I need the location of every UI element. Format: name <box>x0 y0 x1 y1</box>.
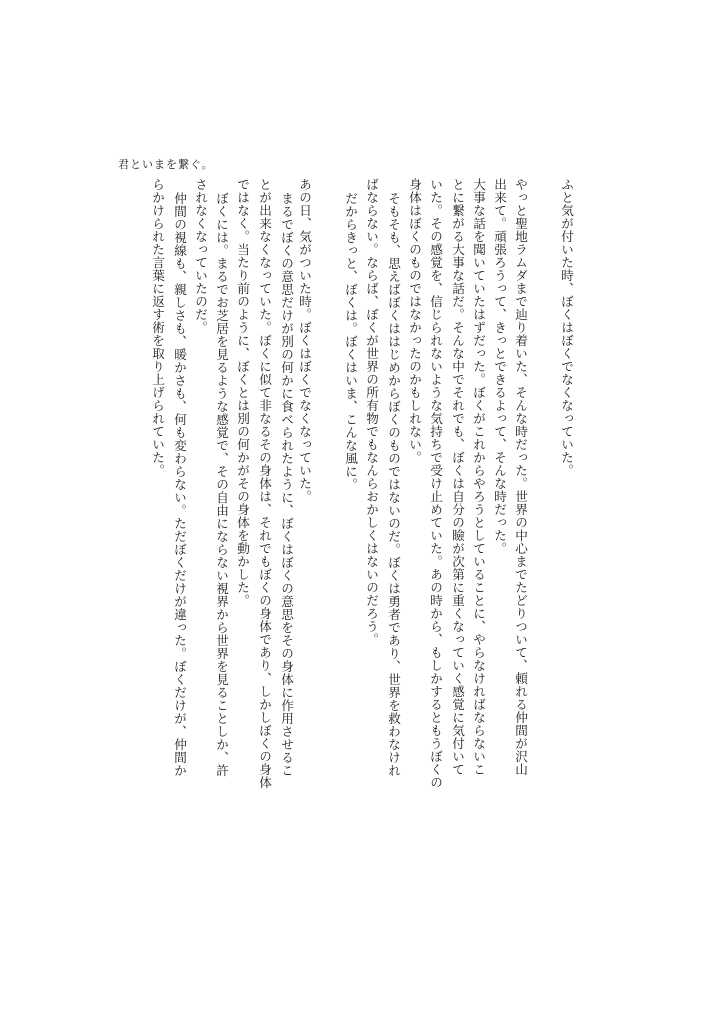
text-line-5: 大事な話を聞いていたはずだった。ぼくがこれからやろうとしていることに、やらなければならないこ <box>471 178 486 776</box>
text-line-18: ぼくには。まるでお芝居を見るような感覚で、その自由にならない視界から世界を見ることしか、許 <box>214 192 229 777</box>
text-line-1: ふと気が付いた時、ぼくはぼくでなくなっていた。 <box>559 178 574 477</box>
text-line-6: とに繋がる大事な話だ。そんな中でそれでも、ぼくは自分の瞼が次第に重くなっていく感覚に気付いて <box>450 178 465 776</box>
text-line-19: されなくなっていたのだ。 <box>193 178 208 334</box>
text-line-9: そもそも、思えばぼくははじめからぼくのものではないのだ。ぼくは勇者であり、世界を救わなけれ <box>386 192 401 777</box>
text-line-17: ではなく。当たり前のように、ぼくとは別の何かがその身体を動かした。 <box>235 178 250 607</box>
text-line-7: いた。その感覚を、信じられないような気持ちで受け止めていた。あの時から、もしかするともうぼくの <box>428 178 443 789</box>
text-line-4: 出来て。頑張ろうって、きっとできるよって、そんな時だった。 <box>492 178 507 555</box>
text-line-15: まるでぼくの意思だけが別の何かに食べられたように、ぼくはぼくの意思をその身体に作用させるこ <box>279 192 294 777</box>
text-line-2 <box>537 178 553 868</box>
page-header: 君といまを繋ぐ。 <box>118 158 214 171</box>
text-line-10: ばならない。ならば、ぼくが世界の所有物でもなんらおかしくはないのだろう。 <box>364 178 379 646</box>
text-line-8: 身体はぼくのものではなかったのかもしれない。 <box>407 178 422 464</box>
text-line-14: あの日、気がついた時。ぼくはぼくでなくなっていた。 <box>297 178 312 503</box>
text-line-12 <box>320 178 336 868</box>
text-line-21: らかけられた言葉に返す術を取り上げられていた。 <box>150 178 165 477</box>
text-line-16: とが出来なくなっていた。ぼくに似て非なるその身体は、それでもぼくの身体であり、しかしぼくの身体 <box>257 178 272 789</box>
text-line-3: やっと聖地ラムダまで辿り着いた、そんな時だった。世界の中心までたどりついて、頼れる仲間が沢山 <box>513 178 528 776</box>
text-line-11: だからきっと、ぼくは。ぼくはいま、こんな風に。 <box>343 192 358 491</box>
text-line-20: 仲間の視線も、親しさも、暖かさも、何も変わらない。ただぼくだけが違った。ぼくだけが、仲間か <box>172 192 187 777</box>
